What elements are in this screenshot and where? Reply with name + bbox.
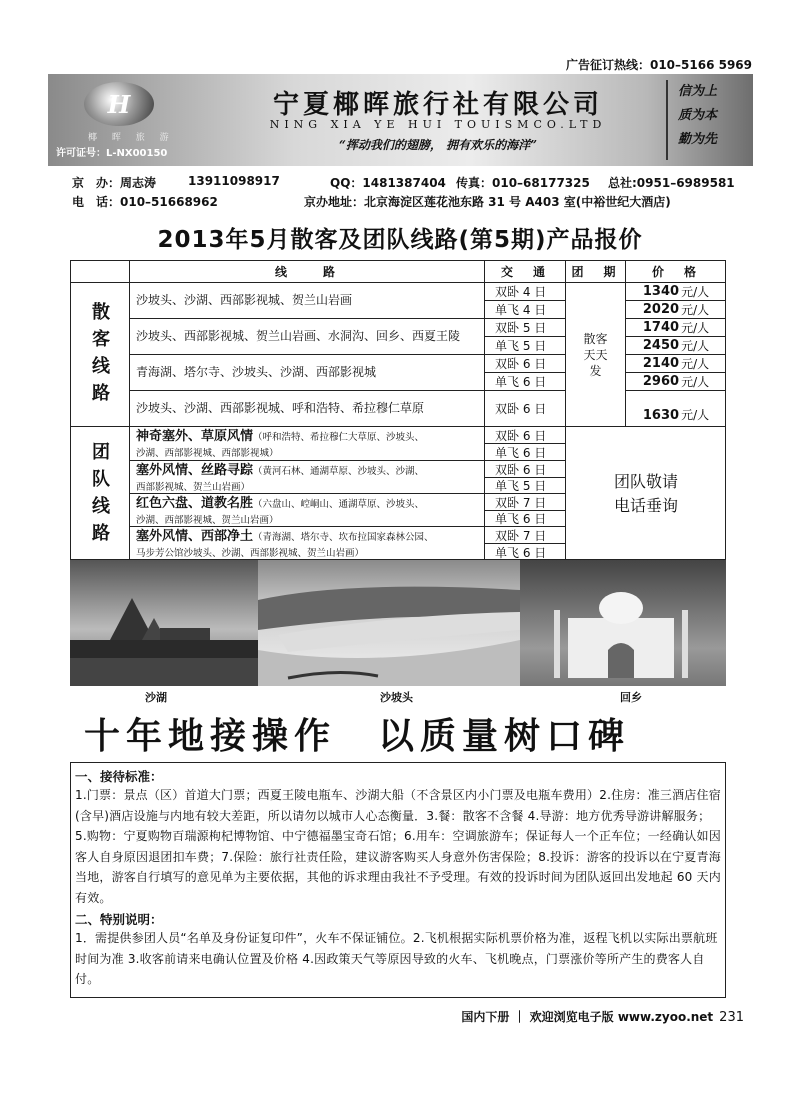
label-char: 路	[92, 523, 110, 544]
group-name: 塞外风情、西部净土	[136, 529, 254, 544]
company-name-en: NING XIA YE HUI TOUISMCO.LTD	[269, 118, 607, 131]
table-header-price: 价 格	[626, 261, 726, 283]
standards-title: 一、接待标准：	[75, 769, 163, 784]
transport-cell: 单飞 6 日	[485, 544, 566, 560]
group-name: 塞外风情、丝路寻踪	[136, 463, 254, 478]
group-detail: 沙湖、西部影视城、西部影视城）	[136, 448, 279, 459]
table-row-group	[130, 494, 485, 527]
transport-cell: 双卧 7 日	[485, 494, 566, 511]
photo-strip	[70, 560, 726, 686]
ad-hotline: 广告征订热线：010–5166 5969	[565, 58, 752, 72]
group-detail: （青海湖、塔尔寺、坎布拉国家森林公园、	[253, 532, 434, 543]
table-row-route: 沙坡头、沙湖、西部影视城、贺兰山岩画	[130, 283, 485, 319]
photo-shapotou	[258, 560, 520, 686]
license-number: 许可证号：L-NX00150	[56, 148, 168, 159]
table-row-group	[130, 527, 485, 560]
transport-cell: 双卧 4 日	[485, 283, 566, 301]
qq-number: QQ：1481387404	[330, 176, 446, 190]
photo-caption: 沙湖	[145, 691, 167, 704]
transport-cell: 双卧 6 日	[485, 461, 566, 478]
page-number: 231	[719, 1010, 744, 1025]
motto-line: 勤为先	[678, 132, 718, 147]
footer-text: 国内下册 ｜ 欢迎浏览电子版 www.zyoo.net	[461, 1010, 714, 1024]
price-cell: 2450 元/人	[626, 337, 726, 355]
price-cell: 1740 元/人	[626, 319, 726, 337]
transport-cell: 双卧 6 日	[485, 391, 566, 427]
group-name: 红色六盘、道教名胜	[136, 496, 254, 511]
price-cell: 1340 元/人	[626, 283, 726, 301]
transport-cell: 单飞 6 日	[485, 511, 566, 527]
bj-office: 京 办：周志涛	[72, 176, 157, 190]
transport-cell: 单飞 6 日	[485, 444, 566, 461]
company-banner	[48, 74, 753, 166]
bj-address: 京办地址：北京海淀区莲花池东路 31 号 A403 室(中裕世纪大酒店)	[304, 195, 671, 209]
scatter-schedule	[566, 283, 626, 427]
price-cell: 2960 元/人	[626, 373, 726, 391]
photo-shahu	[70, 560, 258, 686]
photo-caption: 回乡	[620, 691, 642, 704]
notes-title: 二、特别说明：	[75, 912, 163, 927]
label-char: 队	[92, 469, 110, 490]
table-row-route: 沙坡头、西部影视城、贺兰山岩画、水洞沟、回乡、西夏王陵	[130, 319, 485, 355]
table-row-route: 沙坡头、沙湖、西部影视城、呼和浩特、希拉穆仁草原	[130, 391, 485, 427]
group-detail: （六盘山、崆峒山、通湖草原、沙坡头、	[253, 499, 425, 510]
group-detail: （黄河石林、通湖草原、沙坡头、沙湖、	[253, 466, 425, 477]
label-char: 线	[92, 356, 110, 377]
table-header-blank	[71, 261, 130, 283]
group-detail: 西部影视城、贺兰山岩画）	[136, 482, 251, 493]
notes-text: 1．需提供参团人员“名单及身份证复印件”，火车不保证铺位。2.飞机根据实际机票价格为准，返程飞机以实际出票航班时间为准 3.收客前请来电确认位置及价格 4.因政策天气等原因导致的火车、飞机晚点，门票涨价等所产生的费客人自付。	[75, 931, 718, 986]
schedule-text: 发	[589, 363, 602, 378]
transport-cell: 单飞 6 日	[485, 373, 566, 391]
fax-number: 传真：010–68177325	[456, 176, 590, 190]
price-table	[70, 260, 726, 560]
standards-text: 1.门票：景点（区）首道大门票；西夏王陵电瓶车、沙湖大船（不含景区内小门票及电瓶车费用）2.住房：准三酒店住宿(含早)酒店设施与内地有较大差距，所以请勿以城市人心态衡量．3.餐：散客不含餐 4.导游：地方优秀导游讲解服务；5.购物：宁夏购物百瑞源枸杞博物馆、中宁德福墨宝奇石馆；6.用车：空调旅游车；保证每人一个正车位；一经确认如因客人自身原因退团扣车费；7.保险：旅行社责任险，建议游客购买人身意外伤害保险；8.投诉：游客的投诉以在宁夏青海当地，游客自行填写的意见单为主要依据，其他的诉求理由我社不予受理。有效的投诉时间为团队返回出发地起 60 天内有效。	[75, 788, 721, 905]
table-row-route: 青海湖、塔尔寺、沙坡头、沙湖、西部影视城	[130, 355, 485, 391]
table-row-group	[130, 461, 485, 494]
transport-cell: 双卧 6 日	[485, 355, 566, 373]
schedule-text: 天天	[583, 347, 608, 362]
transport-cell: 双卧 6 日	[485, 427, 566, 444]
table-header-route: 线 路	[130, 261, 485, 283]
group-detail: （呼和浩特、希拉穆仁大草原、沙坡头、	[253, 432, 425, 443]
transport-cell: 单飞 5 日	[485, 337, 566, 355]
label-char: 路	[92, 383, 110, 404]
label-char: 客	[92, 329, 110, 350]
label-char: 团	[92, 442, 110, 463]
motto-line: 信为上	[678, 84, 718, 99]
service-slogan: 十年地接操作 以质量树口碑	[84, 715, 631, 757]
group-inquiry-note	[566, 427, 726, 560]
price-cell: 2140 元/人	[626, 355, 726, 373]
company-slogan: “挥动我们的翅膀， 拥有欢乐的海洋”	[339, 138, 537, 152]
group-section-label	[71, 427, 130, 560]
company-name: 宁夏椰晖旅行社有限公司	[272, 90, 603, 120]
photo-huixiang	[520, 560, 726, 686]
logo-subtitle: 椰 晖 旅 游	[88, 133, 175, 143]
note-text: 团队敬请	[613, 471, 678, 491]
table-header-schedule: 团 期	[566, 261, 626, 283]
phone-number: 电 话：010–51668962	[72, 195, 218, 209]
label-char: 线	[92, 496, 110, 517]
photo-caption: 沙坡头	[380, 691, 413, 704]
logo-emblem-icon: H	[84, 82, 154, 126]
group-detail: 马步芳公馆沙坡头、沙湖、西部影视城、贺兰山岩画）	[136, 548, 365, 559]
hq-phone: 总社:0951–6989581	[608, 176, 735, 190]
bj-mobile: 13911098917	[188, 174, 280, 188]
page-footer	[461, 1008, 744, 1025]
table-header-transport: 交 通	[485, 261, 566, 283]
table-row-group	[130, 427, 485, 461]
price-cell: 2020 元/人	[626, 301, 726, 319]
company-logo	[54, 78, 204, 162]
group-detail: 沙湖、西部影视城、贺兰山岩画）	[136, 515, 279, 526]
label-char: 散	[92, 302, 110, 323]
transport-cell: 双卧 5 日	[485, 319, 566, 337]
note-text: 电话垂询	[613, 495, 678, 515]
group-name: 神奇塞外、草原风情	[136, 429, 254, 444]
motto-line: 质为本	[678, 108, 718, 123]
scatter-section-label	[71, 283, 130, 427]
contact-info	[72, 174, 752, 212]
transport-cell: 单飞 4 日	[485, 301, 566, 319]
transport-cell: 双卧 7 日	[485, 527, 566, 544]
company-motto	[666, 80, 753, 160]
schedule-text: 散客	[583, 331, 608, 346]
page-title: 2013年5月散客及团队线路(第5期)产品报价	[157, 227, 643, 253]
transport-cell: 单飞 5 日	[485, 478, 566, 494]
price-cell: 1630 元/人	[626, 391, 726, 427]
terms-box	[70, 762, 726, 998]
